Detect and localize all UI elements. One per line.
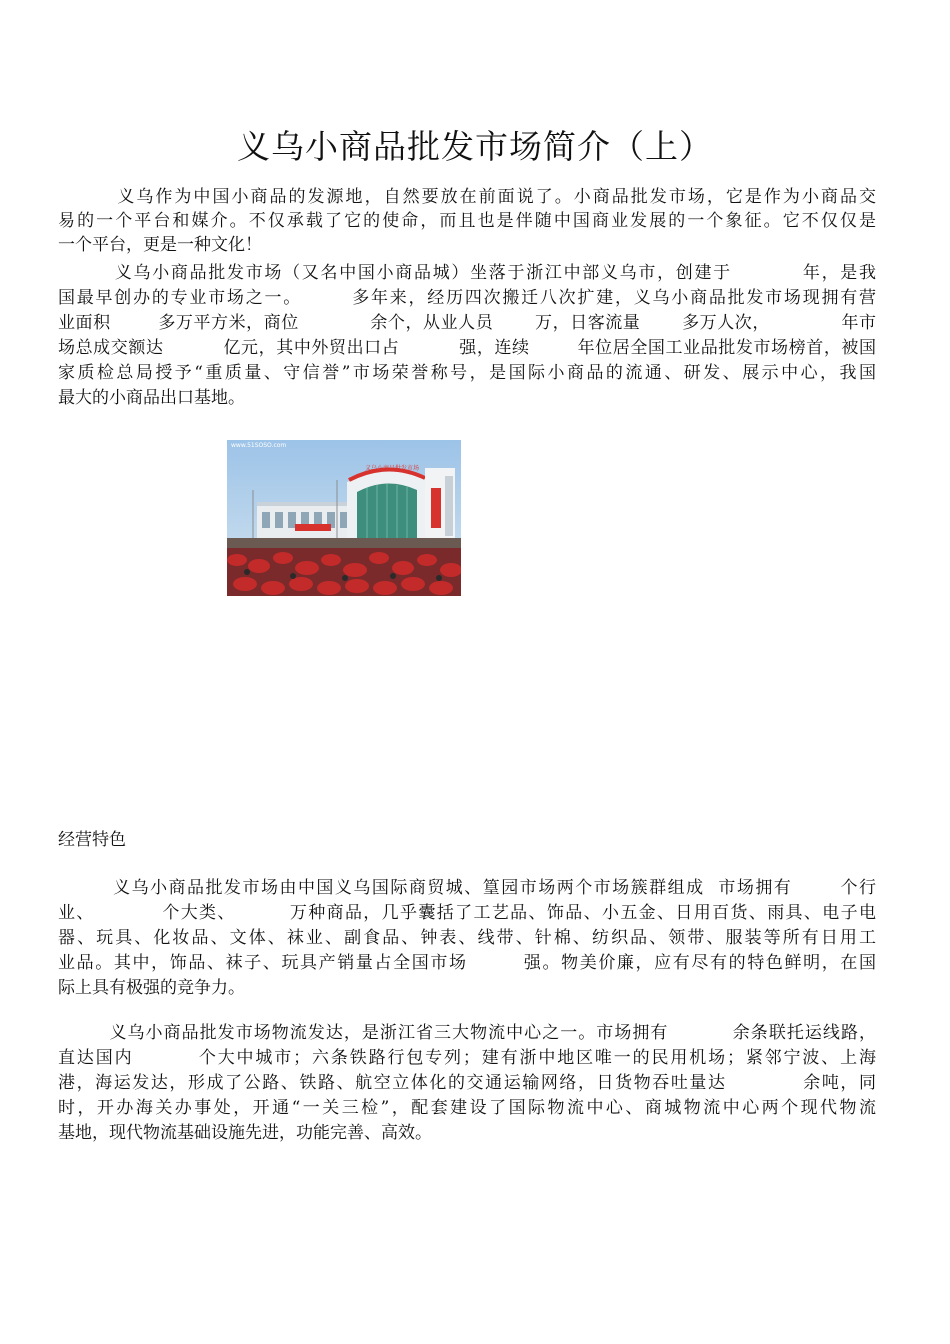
photo-watermark: www.51SOSO.com [231,442,287,449]
features-p2-line-4: 时，开办海关办事处，开通“一关三检”，配套建设了国际物流中心、商城物流中心两个现代物流 [58,1098,876,1118]
market-photo [227,440,461,596]
intro-p2-line-3: 业面积 多万平方米，商位 余个，从业人员 万，日客流量 多万人次， 年市 [58,313,876,333]
features-p2-line-2: 直达国内 个大中城市；六条铁路行包专列；建有浙中地区唯一的民用机场；紧邻宁波、上海 [58,1048,876,1068]
intro-p2-line-6: 最大的小商品出口基地。 [58,388,245,408]
intro-p1-line-1: 义乌作为中国小商品的发源地，自然要放在前面说了。小商品批发市场，它是作为小商品交 [58,187,876,207]
features-p2-line-1: 义乌小商品批发市场物流发达，是浙江省三大物流中心之一。市场拥有 余条联托运线路， [58,1023,876,1043]
features-p1-line-5: 际上具有极强的竞争力。 [58,978,245,998]
features-p2-line-3: 港，海运发达，形成了公路、铁路、航空立体化的交通运输网络，日货物吞吐量达 余吨，同 [58,1073,876,1093]
features-p1-line-1: 义乌小商品批发市场由中国义乌国际商贸城、篁园市场两个市场簇群组成 市场拥有 个行 [58,878,876,898]
page-title: 义乌小商品批发市场简介（上） [237,127,713,167]
market-photo-drawing [227,440,461,596]
market-sign: 义乌小商品批发市场 [365,465,420,472]
features-p1-line-4: 业品。其中，饰品、袜子、玩具产销量占全国市场 强。物美价廉，应有尽有的特色鲜明，在国 [58,953,876,973]
features-p1-line-3: 器、玩具、化妆品、文体、袜业、副食品、钟表、线带、针棉、纺织品、领带、服装等所有日用工 [58,928,876,948]
intro-p2-line-1: 义乌小商品批发市场（又名中国小商品城）坐落于浙江中部义乌市，创建于 年，是我 [58,263,876,283]
intro-p2-line-5: 家质检总局授予“重质量、守信誉”市场荣誉称号，是国际小商品的流通、研发、展示中心，我国 [58,363,876,383]
features-p1-line-2: 业、 个大类、 万种商品，几乎囊括了工艺品、饰品、小五金、日用百货、雨具、电子电 [58,903,876,923]
intro-p2-line-4: 场总成交额达 亿元，其中外贸出口占 强，连续 年位居全国工业品批发市场榜首，被国 [58,338,876,358]
intro-p1-line-3: 一个平台，更是一种文化！ [58,235,262,255]
intro-p2-line-2: 国最早创办的专业市场之一。 多年来，经历四次搬迁八次扩建，义乌小商品批发市场现拥有营 [58,288,876,308]
features-p2-line-5: 基地，现代物流基础设施先进，功能完善、高效。 [58,1123,432,1143]
section-heading: 经营特色 [58,830,126,850]
intro-p1-line-2: 易的一个平台和媒介。不仅承载了它的使命，而且也是伴随中国商业发展的一个象征。它不仅仅是 [58,211,876,231]
